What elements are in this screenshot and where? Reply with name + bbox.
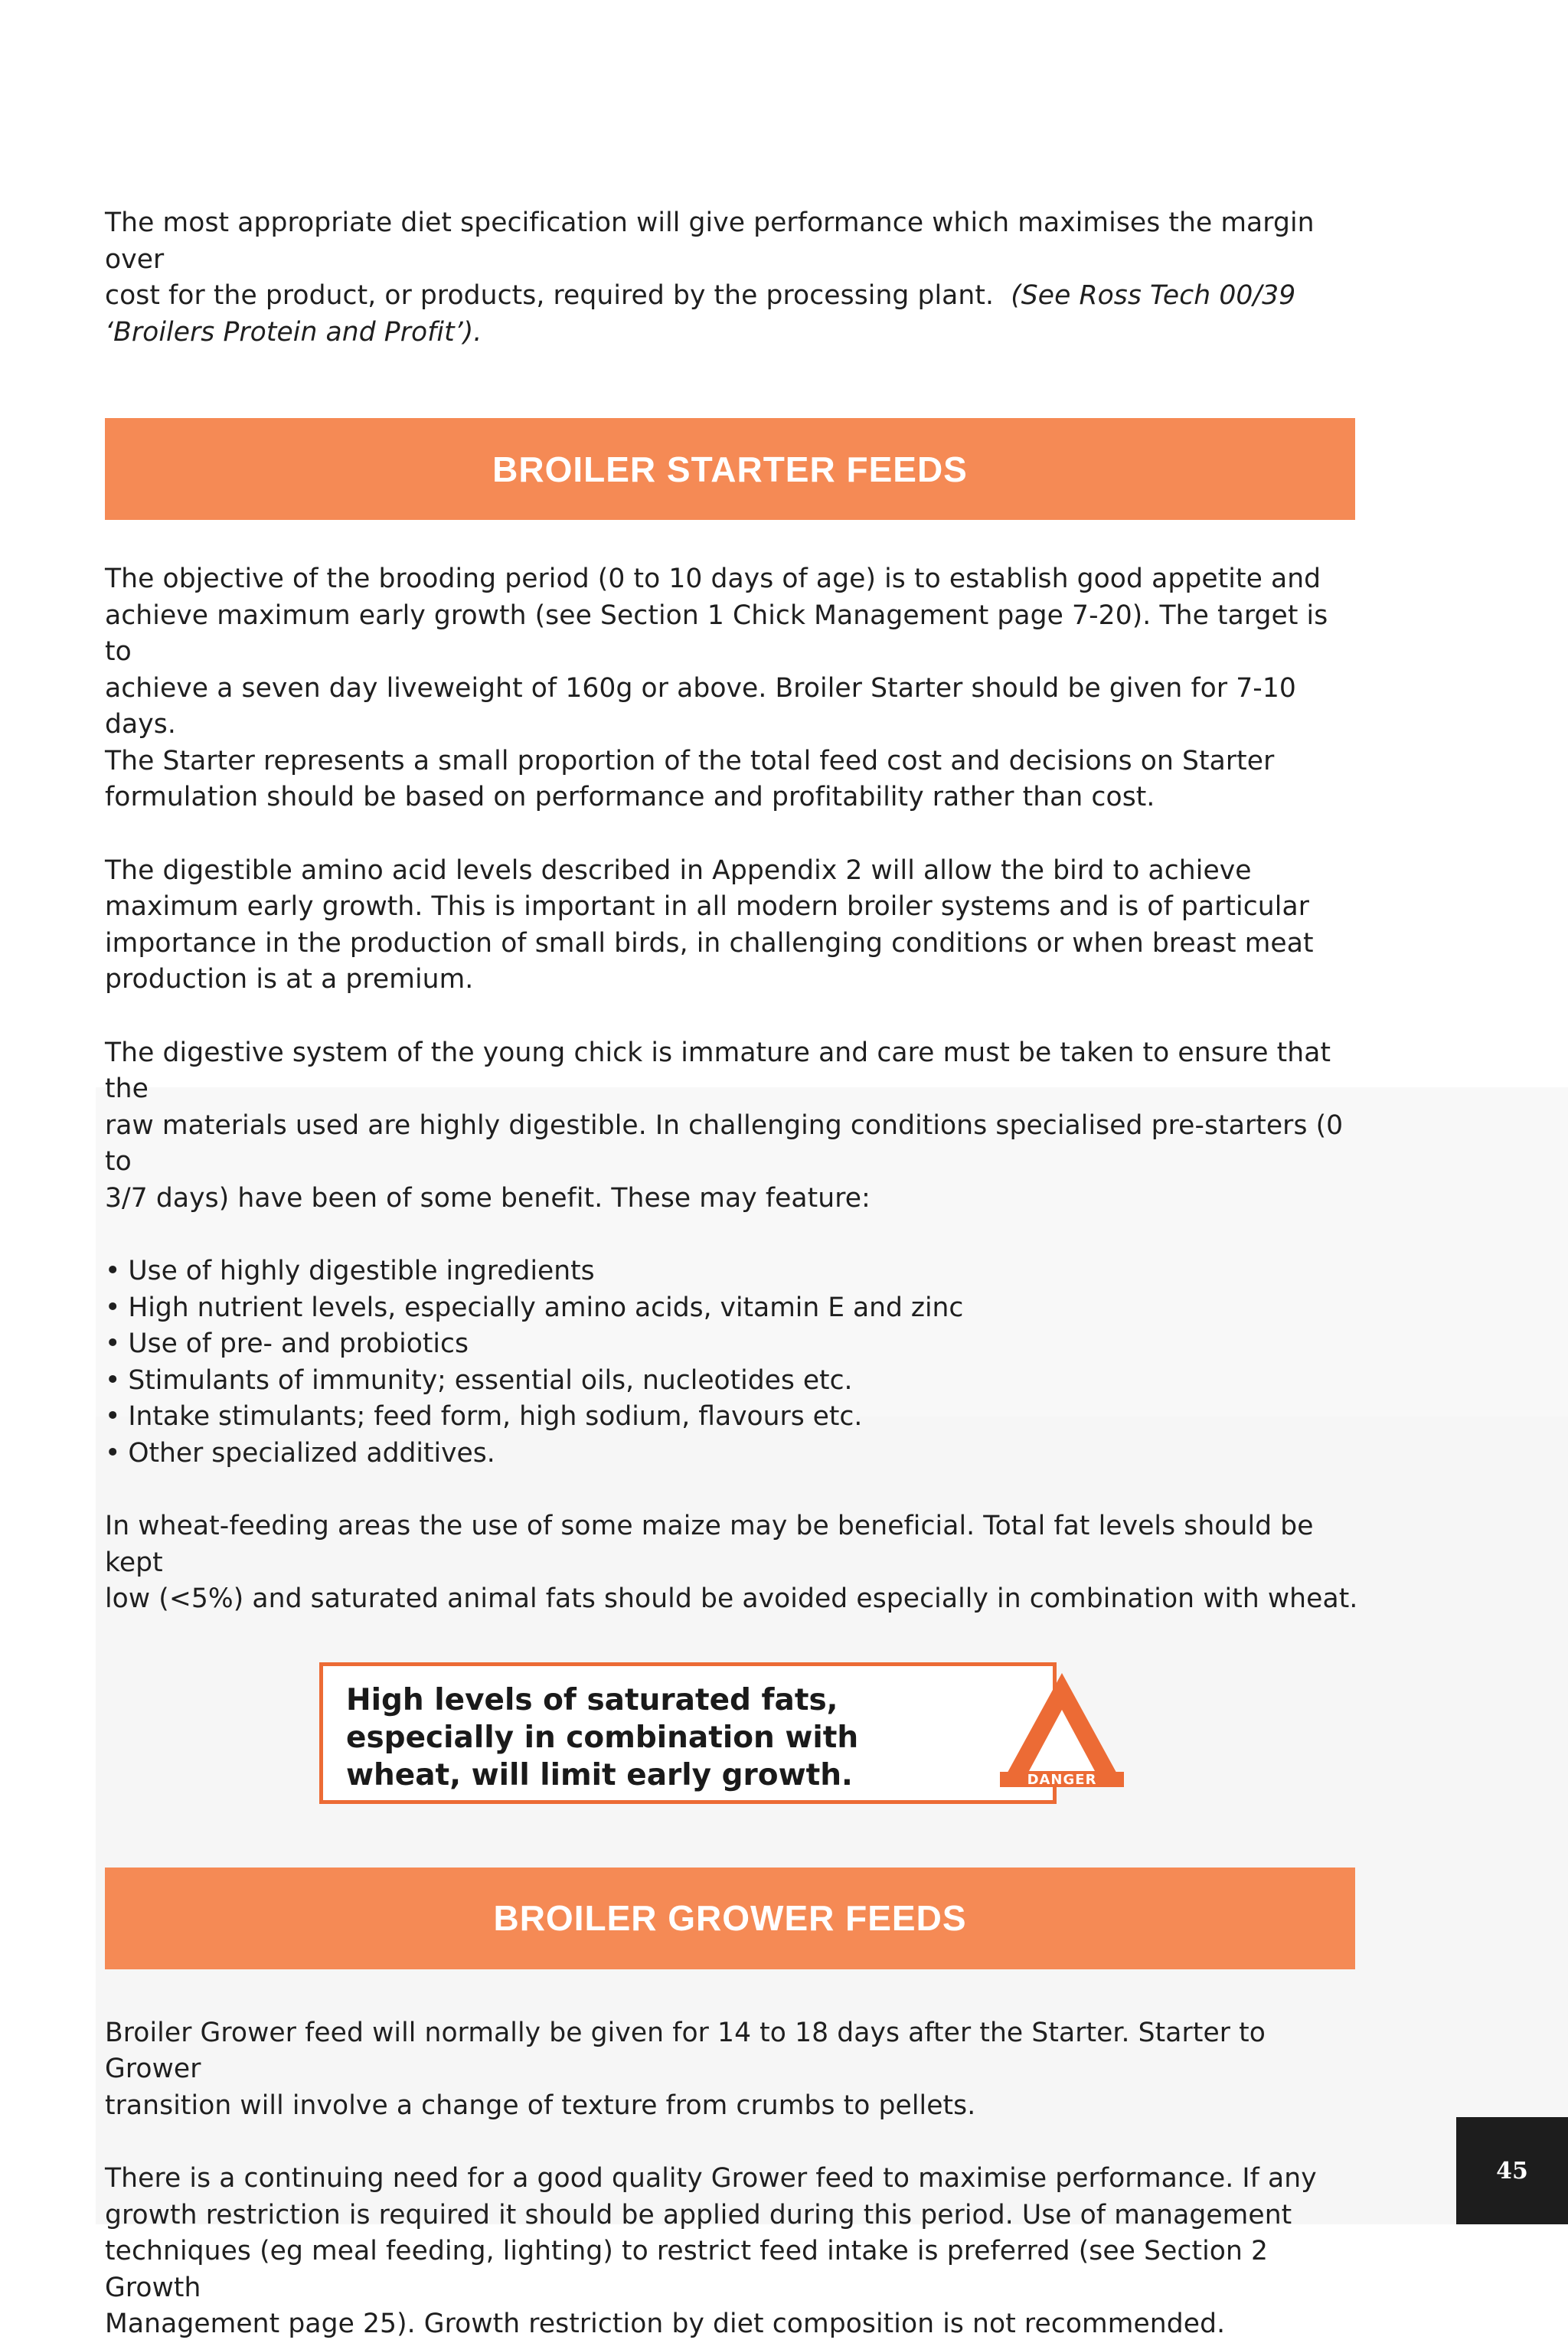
paragraph-line: The Starter represents a small proportion of the total feed cost and decisions on Starter: [105, 745, 1275, 776]
list-item: • Other specialized additives.: [105, 1436, 1361, 1472]
paragraph-line: In wheat-feeding areas the use of some maize may be beneficial. Total fat levels should be kept: [105, 1511, 1314, 1578]
paragraph-line: low (<5%) and saturated animal fats should be avoided especially in combination with wheat.: [105, 1583, 1358, 1614]
list-item: • Use of highly digestible ingredients: [105, 1253, 1361, 1290]
danger-label: DANGER: [1027, 1771, 1097, 1788]
paragraph-line: The digestible amino acid levels described in Appendix 2 will allow the bird to achieve: [105, 855, 1252, 886]
list-item: • High nutrient levels, especially amino acids, vitamin E and zinc: [105, 1290, 1361, 1327]
warning-line: wheat, will limit early growth.: [346, 1757, 853, 1792]
paragraph-line: growth restriction is required it should be applied during this period. Use of management: [105, 2199, 1292, 2230]
warning-box: [319, 1662, 1057, 1804]
paragraph-line: 3/7 days) have been of some benefit. These may feature:: [105, 1182, 871, 1214]
starter-paragraph-2: [105, 853, 1361, 998]
paragraph-line: There is a continuing need for a good quality Grower feed to maximise performance. If any: [105, 2163, 1317, 2194]
grower-paragraph-1: [105, 2015, 1361, 2125]
warning-callout: [105, 1662, 1355, 1815]
page-number: 45: [1456, 2117, 1568, 2224]
section-heading: BROILER GROWER FEEDS: [493, 1898, 967, 1938]
paragraph-line: transition will involve a change of texture from crumbs to pellets.: [105, 2090, 976, 2121]
section-banner-grower: [105, 1868, 1355, 1969]
paragraph-line: formulation should be based on performance and profitability rather than cost.: [105, 782, 1155, 812]
paragraph-line: Management page 25). Growth restriction by diet composition is not recommended.: [105, 2309, 1226, 2339]
paragraph-line: The objective of the brooding period (0 to 10 days of age) is to establish good appetite and: [105, 564, 1321, 594]
intro-line: [105, 315, 1361, 351]
intro-paragraph: [105, 205, 1361, 351]
reference-text: ‘Broilers Protein and Profit’).: [105, 316, 482, 348]
warning-text: [346, 1681, 928, 1794]
list-item: • Intake stimulants; feed form, high sodium, flavours etc.: [105, 1399, 1361, 1436]
danger-warning-icon: [997, 1670, 1127, 1789]
paragraph-line: The digestive system of the young chick is immature and care must be taken to ensure that the: [105, 1037, 1331, 1104]
paragraph-line: maximum early growth. This is important in all modern broiler systems and is of particular: [105, 891, 1309, 922]
paragraph-line: Broiler Grower feed will normally be given for 14 to 18 days after the Starter. Starter to Grower: [105, 2017, 1266, 2084]
paragraph-line: raw materials used are highly digestible. In challenging conditions specialised pre-starters (0 to: [105, 1109, 1344, 1177]
grower-paragraph-2: [105, 2161, 1361, 2343]
starter-paragraph-4: [105, 1508, 1361, 1618]
starter-paragraph-1: [105, 561, 1361, 816]
paragraph-line: achieve a seven day liveweight of 160g or above. Broiler Starter should be given for 7-10 days.: [105, 672, 1296, 740]
feature-list: [105, 1253, 1361, 1472]
list-item: • Use of pre- and probiotics: [105, 1326, 1361, 1363]
paragraph-line: importance in the production of small birds, in challenging conditions or when breast meat: [105, 927, 1314, 959]
list-item: • Stimulants of immunity; essential oils, nucleotides etc.: [105, 1363, 1361, 1400]
starter-paragraph-3: [105, 1035, 1361, 1217]
section-banner-starter: [105, 418, 1355, 520]
paragraph-line: achieve maximum early growth (see Section 1 Chick Management page 7-20). The target is to: [105, 600, 1328, 667]
paragraph-line: techniques (eg meal feeding, lighting) to restrict feed intake is preferred (see Section 2 Growth: [105, 2236, 1269, 2303]
section-heading: BROILER STARTER FEEDS: [492, 449, 968, 489]
intro-line: cost for the product, or products, required by the processing plant. (See Ross Tech 00/39: [105, 280, 1296, 311]
intro-line: The most appropriate diet specification will give performance which maximises the margin over: [105, 208, 1315, 275]
warning-line: especially in combination with: [346, 1720, 859, 1755]
reference-text: (See Ross Tech 00/39: [1011, 280, 1296, 311]
paragraph-line: production is at a premium.: [105, 964, 474, 995]
warning-line: High levels of saturated fats,: [346, 1682, 838, 1717]
page-content: [105, 205, 1361, 2343]
